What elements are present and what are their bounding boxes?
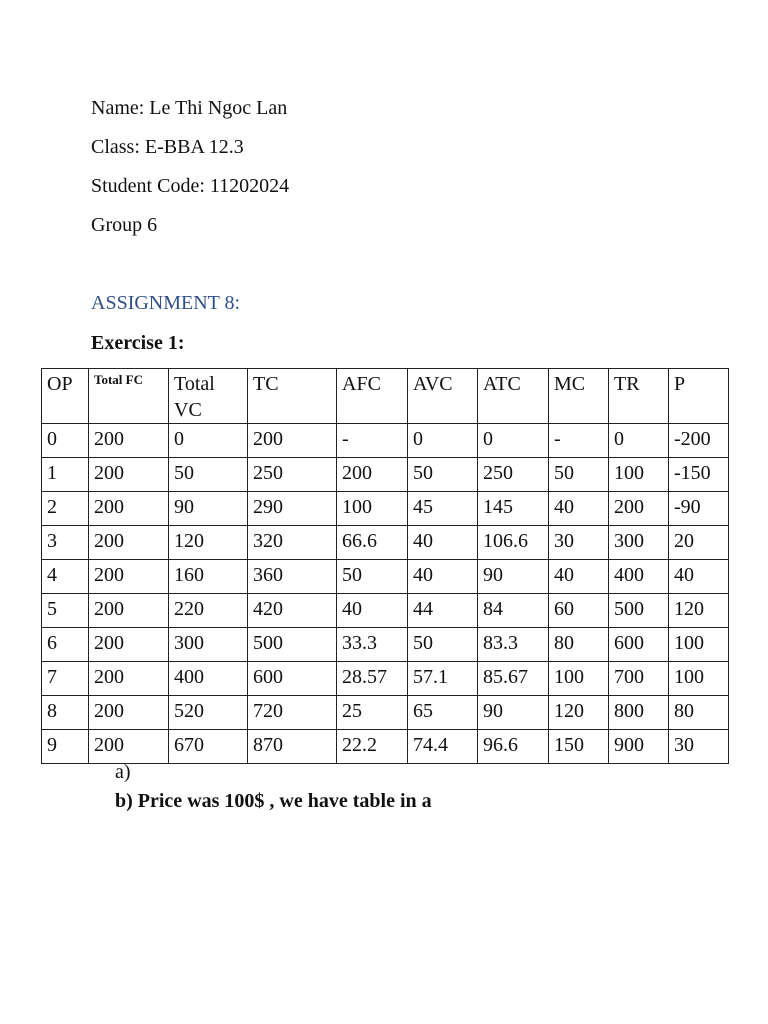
cost-table: [41, 368, 729, 764]
table-cell: 2: [42, 492, 89, 526]
table-cell: 40: [408, 560, 478, 594]
table-cell: 40: [337, 594, 408, 628]
table-cell: 80: [669, 696, 729, 730]
table-cell: -: [337, 424, 408, 458]
table-cell: 20: [669, 526, 729, 560]
table-cell: 100: [669, 628, 729, 662]
table-cell: 5: [42, 594, 89, 628]
table-header-row: [42, 369, 729, 424]
table-cell: 220: [169, 594, 248, 628]
table-cell: 200: [89, 560, 169, 594]
table-cell: 100: [549, 662, 609, 696]
table-cell: 250: [478, 458, 549, 492]
table-cell: 4: [42, 560, 89, 594]
table-cell: 200: [89, 594, 169, 628]
table-cell: 145: [478, 492, 549, 526]
table-row: [42, 696, 729, 730]
table-cell: -90: [669, 492, 729, 526]
question-b: b) Price was 100$ , we have table in a: [115, 790, 432, 812]
table-cell: -150: [669, 458, 729, 492]
table-cell: -200: [669, 424, 729, 458]
table-cell: 200: [609, 492, 669, 526]
table-cell: 900: [609, 730, 669, 764]
table-cell: 30: [549, 526, 609, 560]
table-cell: 600: [609, 628, 669, 662]
table-cell: 100: [609, 458, 669, 492]
table-cell: 7: [42, 662, 89, 696]
header-total-fc: Total FC: [89, 369, 169, 424]
table-cell: 84: [478, 594, 549, 628]
table-cell: 200: [337, 458, 408, 492]
table-cell: 0: [42, 424, 89, 458]
table-cell: 80: [549, 628, 609, 662]
table-cell: 50: [337, 560, 408, 594]
table-cell: 670: [169, 730, 248, 764]
table-row: [42, 424, 729, 458]
table-cell: 9: [42, 730, 89, 764]
table-row: [42, 560, 729, 594]
table-cell: 360: [248, 560, 337, 594]
table-row: [42, 662, 729, 696]
table-cell: 60: [549, 594, 609, 628]
table-cell: 120: [169, 526, 248, 560]
table-row: [42, 492, 729, 526]
header-atc: ATC: [478, 369, 549, 424]
table-cell: 800: [609, 696, 669, 730]
table-cell: 200: [89, 662, 169, 696]
table-cell: 6: [42, 628, 89, 662]
student-class: Class: E-BBA 12.3: [91, 136, 244, 158]
table-cell: 65: [408, 696, 478, 730]
table-cell: 106.6: [478, 526, 549, 560]
table-cell: 250: [248, 458, 337, 492]
table-cell: 66.6: [337, 526, 408, 560]
table-cell: 0: [609, 424, 669, 458]
table-row: [42, 458, 729, 492]
table-cell: 50: [169, 458, 248, 492]
table-cell: 44: [408, 594, 478, 628]
table-cell: 90: [478, 696, 549, 730]
table-cell: 200: [89, 696, 169, 730]
table-cell: 74.4: [408, 730, 478, 764]
header-op: OP: [42, 369, 89, 424]
table-row: [42, 730, 729, 764]
table-cell: 160: [169, 560, 248, 594]
table-cell: 200: [89, 458, 169, 492]
table-cell: 8: [42, 696, 89, 730]
table-cell: 57.1: [408, 662, 478, 696]
table-cell: 720: [248, 696, 337, 730]
student-name: Name: Le Thi Ngoc Lan: [91, 97, 288, 119]
table-cell: 200: [89, 628, 169, 662]
table-cell: 520: [169, 696, 248, 730]
table-cell: 28.57: [337, 662, 408, 696]
table-cell: 200: [248, 424, 337, 458]
table-cell: 0: [169, 424, 248, 458]
header-total-vc: Total VC: [169, 369, 248, 424]
exercise-title: Exercise 1:: [91, 332, 185, 354]
table-row: [42, 594, 729, 628]
table-cell: 50: [408, 628, 478, 662]
table-cell: 700: [609, 662, 669, 696]
header-afc: AFC: [337, 369, 408, 424]
table-cell: 30: [669, 730, 729, 764]
table-cell: 320: [248, 526, 337, 560]
table-cell: 40: [549, 492, 609, 526]
table-cell: 300: [609, 526, 669, 560]
table-cell: 90: [478, 560, 549, 594]
table-cell: 33.3: [337, 628, 408, 662]
table-cell: 200: [89, 730, 169, 764]
header-p: P: [669, 369, 729, 424]
table-cell: 50: [549, 458, 609, 492]
table-row: [42, 628, 729, 662]
header-tr: TR: [609, 369, 669, 424]
table-cell: 25: [337, 696, 408, 730]
table-body: [42, 424, 729, 764]
table-cell: 200: [89, 526, 169, 560]
table-cell: 40: [549, 560, 609, 594]
table-cell: -: [549, 424, 609, 458]
question-a: a): [115, 761, 131, 783]
table-cell: 45: [408, 492, 478, 526]
table-cell: 90: [169, 492, 248, 526]
table-cell: 400: [609, 560, 669, 594]
header-avc: AVC: [408, 369, 478, 424]
table-cell: 420: [248, 594, 337, 628]
table-cell: 0: [478, 424, 549, 458]
table-cell: 200: [89, 492, 169, 526]
table-cell: 40: [408, 526, 478, 560]
table-cell: 870: [248, 730, 337, 764]
table-cell: 96.6: [478, 730, 549, 764]
table-cell: 600: [248, 662, 337, 696]
table-cell: 3: [42, 526, 89, 560]
table-cell: 120: [669, 594, 729, 628]
header-tc: TC: [248, 369, 337, 424]
table-cell: 400: [169, 662, 248, 696]
table-cell: 40: [669, 560, 729, 594]
assignment-title: ASSIGNMENT 8:: [91, 292, 241, 314]
table-cell: 200: [89, 424, 169, 458]
table-row: [42, 526, 729, 560]
table-cell: 120: [549, 696, 609, 730]
table-cell: 83.3: [478, 628, 549, 662]
table-cell: 85.67: [478, 662, 549, 696]
table-cell: 500: [609, 594, 669, 628]
table-cell: 100: [669, 662, 729, 696]
table-cell: 100: [337, 492, 408, 526]
table-cell: 290: [248, 492, 337, 526]
table-cell: 50: [408, 458, 478, 492]
table-cell: 150: [549, 730, 609, 764]
table-cell: 1: [42, 458, 89, 492]
table-cell: 500: [248, 628, 337, 662]
table-cell: 300: [169, 628, 248, 662]
student-group: Group 6: [91, 214, 158, 236]
student-code: Student Code: 11202024: [91, 175, 290, 197]
table-cell: 0: [408, 424, 478, 458]
table-cell: 22.2: [337, 730, 408, 764]
header-mc: MC: [549, 369, 609, 424]
